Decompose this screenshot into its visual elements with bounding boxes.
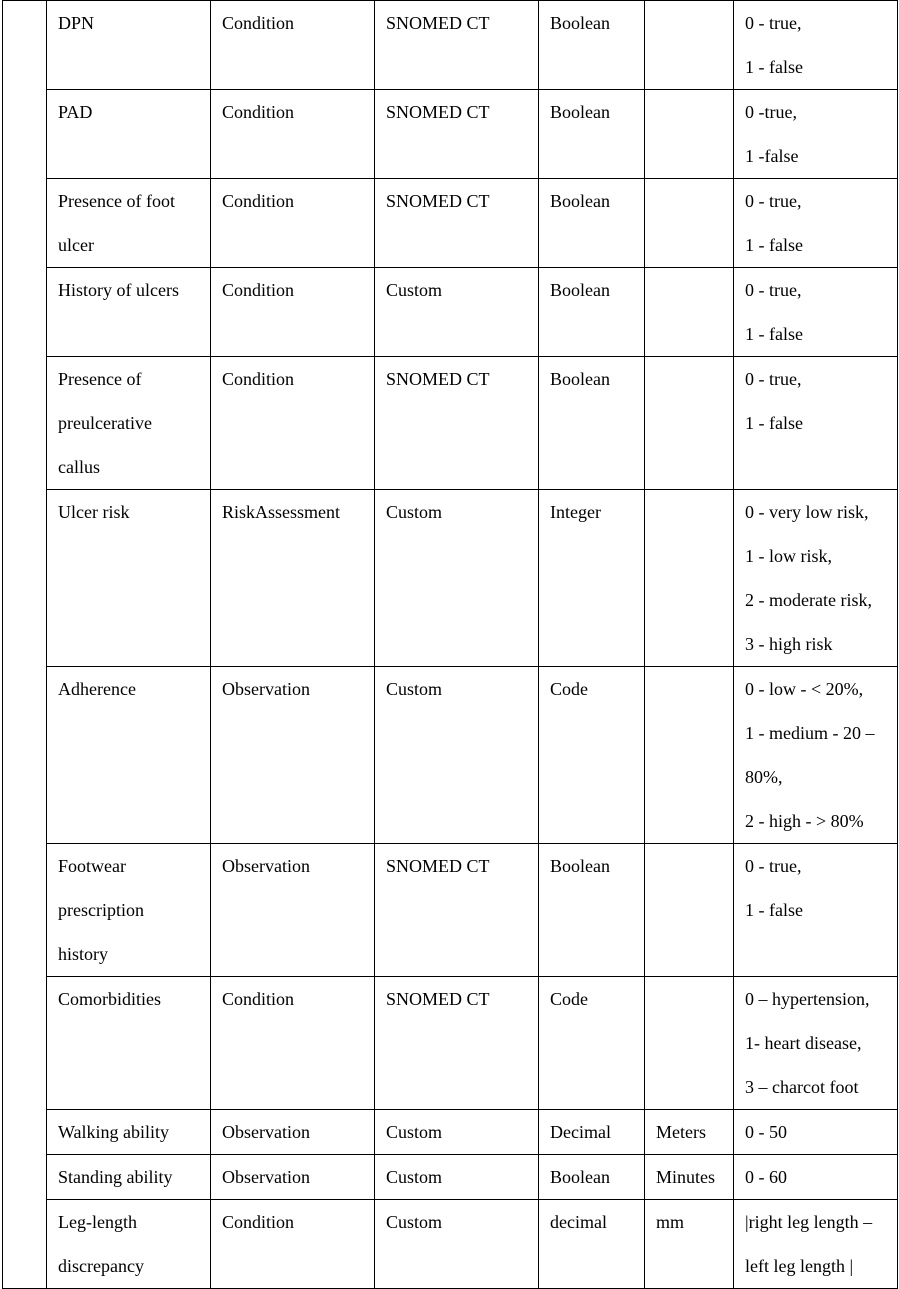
- terminology-cell-text: SNOMED CT: [386, 191, 490, 211]
- data-type-cell: [539, 179, 645, 268]
- element-name-cell: [47, 844, 211, 977]
- element-name-cell-line: Comorbidities: [58, 989, 161, 1009]
- unit-cell: [645, 1200, 734, 1289]
- element-name-cell-line: Presence of foot: [58, 191, 175, 211]
- data-type-cell-text: Boolean: [550, 369, 610, 389]
- data-type-cell-text: Boolean: [550, 13, 610, 33]
- unit-cell: [645, 1110, 734, 1155]
- values-cell-line: 2 - high - > 80%: [745, 811, 864, 831]
- data-type-cell-text: Boolean: [550, 856, 610, 876]
- margin-column-cell: [3, 1, 47, 1289]
- element-name-cell: [47, 179, 211, 268]
- values-cell: [734, 977, 898, 1110]
- data-type-cell-text: Decimal: [550, 1122, 611, 1142]
- unit-cell: [645, 90, 734, 179]
- terminology-cell-text: SNOMED CT: [386, 102, 490, 122]
- fhir-resource-cell-text: Observation: [222, 856, 310, 876]
- unit-cell-text: Minutes: [656, 1167, 716, 1187]
- terminology-cell-text: Custom: [386, 1167, 443, 1187]
- values-cell: [734, 490, 898, 667]
- fhir-resource-cell-text: Observation: [222, 679, 310, 699]
- element-name-cell-line: history: [58, 944, 109, 964]
- values-cell: [734, 1200, 898, 1289]
- unit-cell: [645, 357, 734, 490]
- values-cell-line: |right leg length –: [745, 1212, 873, 1232]
- element-name-cell-line: discrepancy: [58, 1256, 144, 1276]
- values-cell-line: 0 – hypertension,: [745, 989, 870, 1009]
- data-type-cell: [539, 90, 645, 179]
- terminology-cell-text: SNOMED CT: [386, 369, 490, 389]
- terminology-cell-text: SNOMED CT: [386, 13, 490, 33]
- values-cell-line: 0 - true,: [745, 369, 802, 389]
- values-cell-line: 80%,: [745, 767, 783, 787]
- fhir-resource-cell: [211, 1200, 375, 1289]
- element-name-cell: [47, 490, 211, 667]
- unit-cell: [645, 268, 734, 357]
- element-name-cell: [47, 357, 211, 490]
- element-name-cell-line: Leg-length: [58, 1212, 137, 1232]
- table-row: [3, 667, 898, 844]
- values-cell-line: left leg length |: [745, 1256, 854, 1276]
- terminology-cell: [375, 1155, 539, 1200]
- terminology-cell: [375, 977, 539, 1110]
- data-type-cell: [539, 490, 645, 667]
- values-cell: [734, 1, 898, 90]
- data-type-cell-text: Boolean: [550, 280, 610, 300]
- values-cell-line: 0 - very low risk,: [745, 502, 869, 522]
- fhir-resource-cell: [211, 268, 375, 357]
- fhir-resource-cell: [211, 357, 375, 490]
- terminology-cell-text: Custom: [386, 502, 443, 522]
- element-name-cell-line: Footwear: [58, 856, 126, 876]
- values-cell-line: 3 - high risk: [745, 634, 833, 654]
- table-row: [3, 490, 898, 667]
- element-name-cell: [47, 667, 211, 844]
- values-cell-line: 0 - 50: [745, 1122, 787, 1142]
- element-name-cell-line: ulcer: [58, 235, 94, 255]
- element-name-cell-line: PAD: [58, 102, 93, 122]
- data-type-cell-text: Boolean: [550, 191, 610, 211]
- values-cell: [734, 90, 898, 179]
- element-name-cell: [47, 1110, 211, 1155]
- values-cell-line: 0 - true,: [745, 13, 802, 33]
- table-row: [3, 1, 898, 90]
- table-row: [3, 179, 898, 268]
- element-name-cell-line: Presence of: [58, 369, 142, 389]
- fhir-resource-cell-text: Observation: [222, 1122, 310, 1142]
- fhir-resource-cell: [211, 977, 375, 1110]
- data-type-cell: [539, 1, 645, 90]
- values-cell: [734, 844, 898, 977]
- unit-cell: [645, 977, 734, 1110]
- values-cell-line: 1 - false: [745, 57, 803, 77]
- element-name-cell: [47, 1200, 211, 1289]
- terminology-cell-text: Custom: [386, 280, 443, 300]
- table-row: [3, 357, 898, 490]
- element-name-cell-line: preulcerative: [58, 413, 152, 433]
- element-name-cell: [47, 90, 211, 179]
- unit-cell: [645, 844, 734, 977]
- terminology-cell-text: SNOMED CT: [386, 856, 490, 876]
- unit-cell: [645, 179, 734, 268]
- values-cell: [734, 268, 898, 357]
- table-row: [3, 1200, 898, 1289]
- fhir-resource-cell: [211, 1, 375, 90]
- fhir-resource-cell-text: Condition: [222, 13, 295, 33]
- element-name-cell-line: Ulcer risk: [58, 502, 130, 522]
- table-row: [3, 844, 898, 977]
- element-name-cell-line: History of ulcers: [58, 280, 179, 300]
- values-cell-line: 2 - moderate risk,: [745, 590, 872, 610]
- terminology-cell: [375, 268, 539, 357]
- terminology-cell-text: SNOMED CT: [386, 989, 490, 1009]
- data-type-cell: [539, 1200, 645, 1289]
- fhir-resource-cell: [211, 490, 375, 667]
- values-cell: [734, 1155, 898, 1200]
- values-cell-line: 1 - low risk,: [745, 546, 832, 566]
- fhir-resource-cell: [211, 179, 375, 268]
- element-name-cell-line: Standing ability: [58, 1167, 173, 1187]
- values-cell-line: 0 -true,: [745, 102, 797, 122]
- terminology-cell: [375, 179, 539, 268]
- data-type-cell-text: decimal: [550, 1212, 607, 1232]
- fhir-resource-cell-text: Condition: [222, 191, 295, 211]
- terminology-cell: [375, 1200, 539, 1289]
- terminology-cell: [375, 844, 539, 977]
- values-cell: [734, 667, 898, 844]
- data-type-cell-text: Integer: [550, 502, 601, 522]
- fhir-resource-cell-text: Condition: [222, 280, 295, 300]
- values-cell-line: 1 - false: [745, 235, 803, 255]
- unit-cell: [645, 667, 734, 844]
- values-cell: [734, 1110, 898, 1155]
- terminology-cell-text: Custom: [386, 1122, 443, 1142]
- values-cell-line: 1- heart disease,: [745, 1033, 862, 1053]
- fhir-resource-cell-text: Condition: [222, 369, 295, 389]
- table-row: [3, 90, 898, 179]
- terminology-cell: [375, 90, 539, 179]
- unit-cell: [645, 1, 734, 90]
- terminology-cell-text: Custom: [386, 1212, 443, 1232]
- values-cell: [734, 179, 898, 268]
- values-cell-line: 1 - false: [745, 900, 803, 920]
- unit-cell: [645, 490, 734, 667]
- values-cell-line: 1 - medium - 20 –: [745, 723, 875, 743]
- fhir-resource-cell: [211, 90, 375, 179]
- fhir-resource-cell-text: RiskAssessment: [222, 502, 341, 522]
- values-cell-line: 1 - false: [745, 324, 803, 344]
- table-row: [3, 268, 898, 357]
- table-row: [3, 1155, 898, 1200]
- terminology-cell: [375, 1110, 539, 1155]
- table-body: [3, 1, 898, 1289]
- terminology-cell: [375, 1, 539, 90]
- fhir-resource-cell: [211, 1110, 375, 1155]
- values-cell-line: 0 - true,: [745, 280, 802, 300]
- data-type-cell-text: Code: [550, 679, 588, 699]
- data-type-cell-text: Code: [550, 989, 588, 1009]
- element-name-cell: [47, 977, 211, 1110]
- data-type-cell: [539, 357, 645, 490]
- element-name-cell-line: Adherence: [58, 679, 136, 699]
- element-name-cell: [47, 1, 211, 90]
- data-type-cell: [539, 268, 645, 357]
- data-type-cell-text: Boolean: [550, 102, 610, 122]
- data-type-cell: [539, 1155, 645, 1200]
- table-row: [3, 1110, 898, 1155]
- values-cell-line: 0 - true,: [745, 191, 802, 211]
- fhir-resource-cell-text: Condition: [222, 102, 295, 122]
- values-cell-line: 0 - 60: [745, 1167, 787, 1187]
- element-name-cell: [47, 1155, 211, 1200]
- table-row: [3, 977, 898, 1110]
- data-type-cell-text: Boolean: [550, 1167, 610, 1187]
- element-name-cell-line: Walking ability: [58, 1122, 170, 1142]
- unit-cell: [645, 1155, 734, 1200]
- values-cell-line: 3 – charcot foot: [745, 1077, 859, 1097]
- values-cell-line: 0 - true,: [745, 856, 802, 876]
- element-name-cell: [47, 268, 211, 357]
- unit-cell-text: Meters: [656, 1122, 706, 1142]
- data-type-cell: [539, 667, 645, 844]
- data-type-cell: [539, 844, 645, 977]
- fhir-resource-cell-text: Observation: [222, 1167, 310, 1187]
- fhir-resource-cell: [211, 667, 375, 844]
- fhir-resource-cell: [211, 844, 375, 977]
- data-type-cell: [539, 1110, 645, 1155]
- terminology-cell: [375, 667, 539, 844]
- fhir-resource-cell-text: Condition: [222, 989, 295, 1009]
- element-name-cell-line: callus: [58, 457, 100, 477]
- terminology-cell: [375, 490, 539, 667]
- element-name-cell-line: DPN: [58, 13, 95, 33]
- unit-cell-text: mm: [656, 1212, 685, 1232]
- element-name-cell-line: prescription: [58, 900, 144, 920]
- data-elements-table: [2, 0, 898, 1289]
- values-cell-line: 1 - false: [745, 413, 803, 433]
- values-cell-line: 1 -false: [745, 146, 799, 166]
- values-cell-line: 0 - low - < 20%,: [745, 679, 864, 699]
- data-type-cell: [539, 977, 645, 1110]
- terminology-cell-text: Custom: [386, 679, 443, 699]
- terminology-cell: [375, 357, 539, 490]
- values-cell: [734, 357, 898, 490]
- fhir-resource-cell: [211, 1155, 375, 1200]
- fhir-resource-cell-text: Condition: [222, 1212, 295, 1232]
